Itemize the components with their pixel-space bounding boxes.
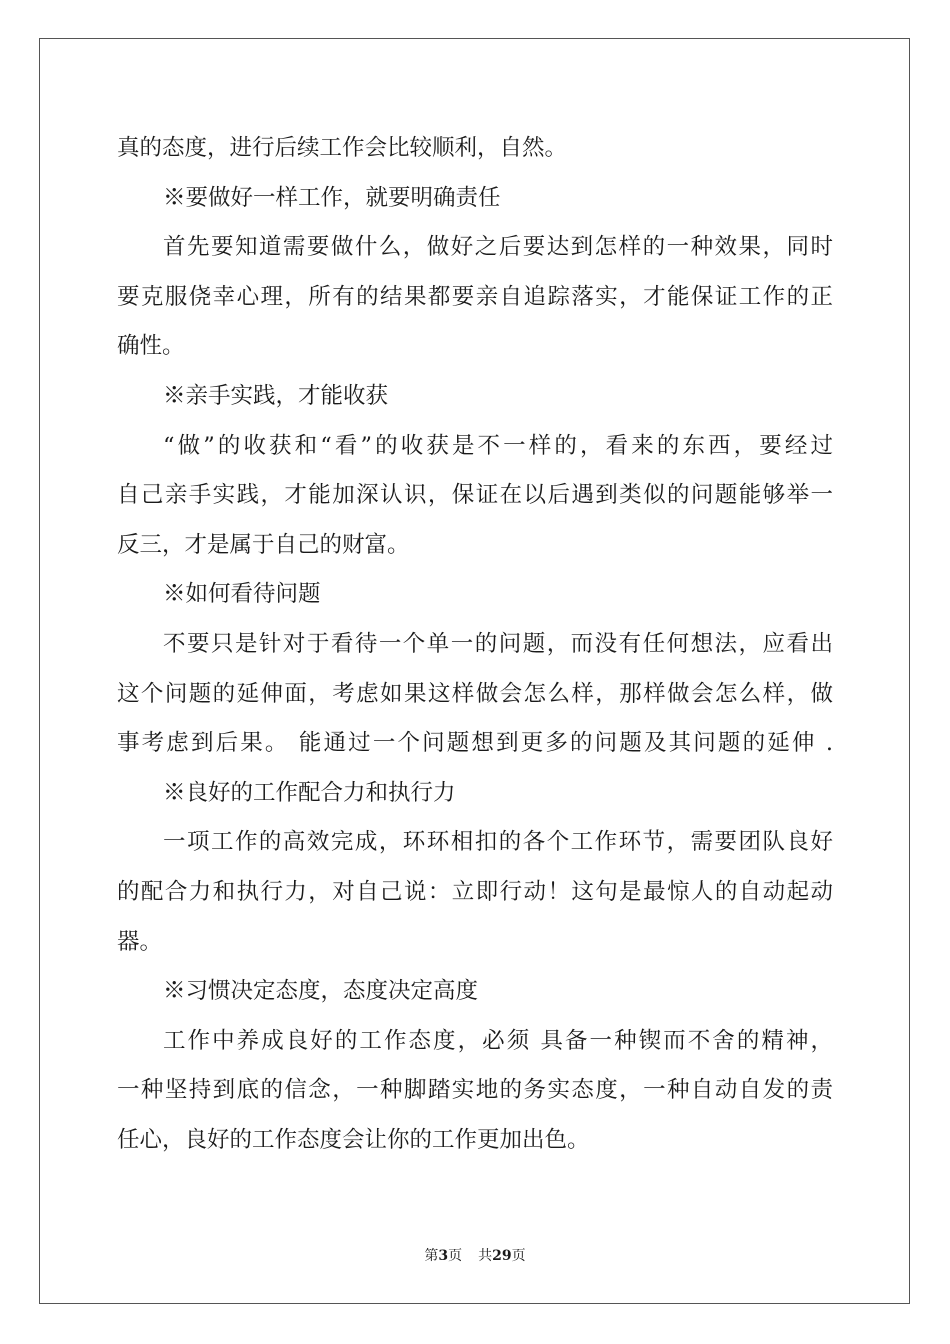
page-footer [0,1245,950,1265]
text-line: 不要只是针对于看待一个单一的问题，而没有任何想法，应看出 [163,630,833,657]
text-line: “做”的收获和“看”的收获是不一样的，看来的东西，要经过 [163,432,833,459]
text-line: 反三，才是属于自己的财富。 [117,531,410,558]
page-number: 3 [438,1248,449,1264]
page-prefix: 第 [424,1248,439,1264]
text-line: ※亲手实践，才能收获 [163,382,389,409]
text-line: ※良好的工作配合力和执行力 [163,779,456,806]
text-line: 首先要知道需要做什么，做好之后要达到怎样的一种效果，同时 [163,234,833,261]
text-line: 要克服侥幸心理，所有的结果都要亲自追踪落实，才能保证工作的正 [117,283,833,310]
total-suffix: 页 [511,1248,526,1264]
text-line: 自己亲手实践，才能加深认识，保证在以后遇到类似的问题能够举一 [117,482,833,509]
text-line: 真的态度，进行后续工作会比较顺利，自然。 [117,135,568,161]
page-suffix: 页 [448,1248,463,1264]
text-line: 一种坚持到底的信念，一种脚踏实地的务实态度，一种自动自发的责 [117,1077,833,1104]
document-body [117,124,833,1165]
text-line: 工作中养成良好的工作态度，必须 具备一种锲而不舍的精神， [163,1027,833,1054]
text-line: 的配合力和执行力，对自己说：立即行动！这句是最惊人的自动起动 [117,878,833,905]
text-line: 一项工作的高效完成，环环相扣的各个工作环节，需要团队良好 [163,829,833,856]
total-prefix: 共 [478,1248,493,1264]
text-line: ※习惯决定态度，态度决定高度 [163,978,479,1005]
text-line: 确性。 [117,333,185,360]
text-line: ※如何看待问题 [163,581,321,608]
text-line: 这个问题的延伸面，考虑如果这样做会怎么样，那样做会怎么样，做 [117,680,833,707]
text-line: 任心，良好的工作态度会让你的工作更加出色。 [117,1126,590,1153]
text-line: 器。 [117,928,163,955]
text-line: ※要做好一样工作，就要明确责任 [163,184,501,211]
text-line: 事考虑到后果。 能通过一个问题想到更多的问题及其问题的延伸 . [117,730,833,757]
total-pages: 29 [492,1248,512,1264]
